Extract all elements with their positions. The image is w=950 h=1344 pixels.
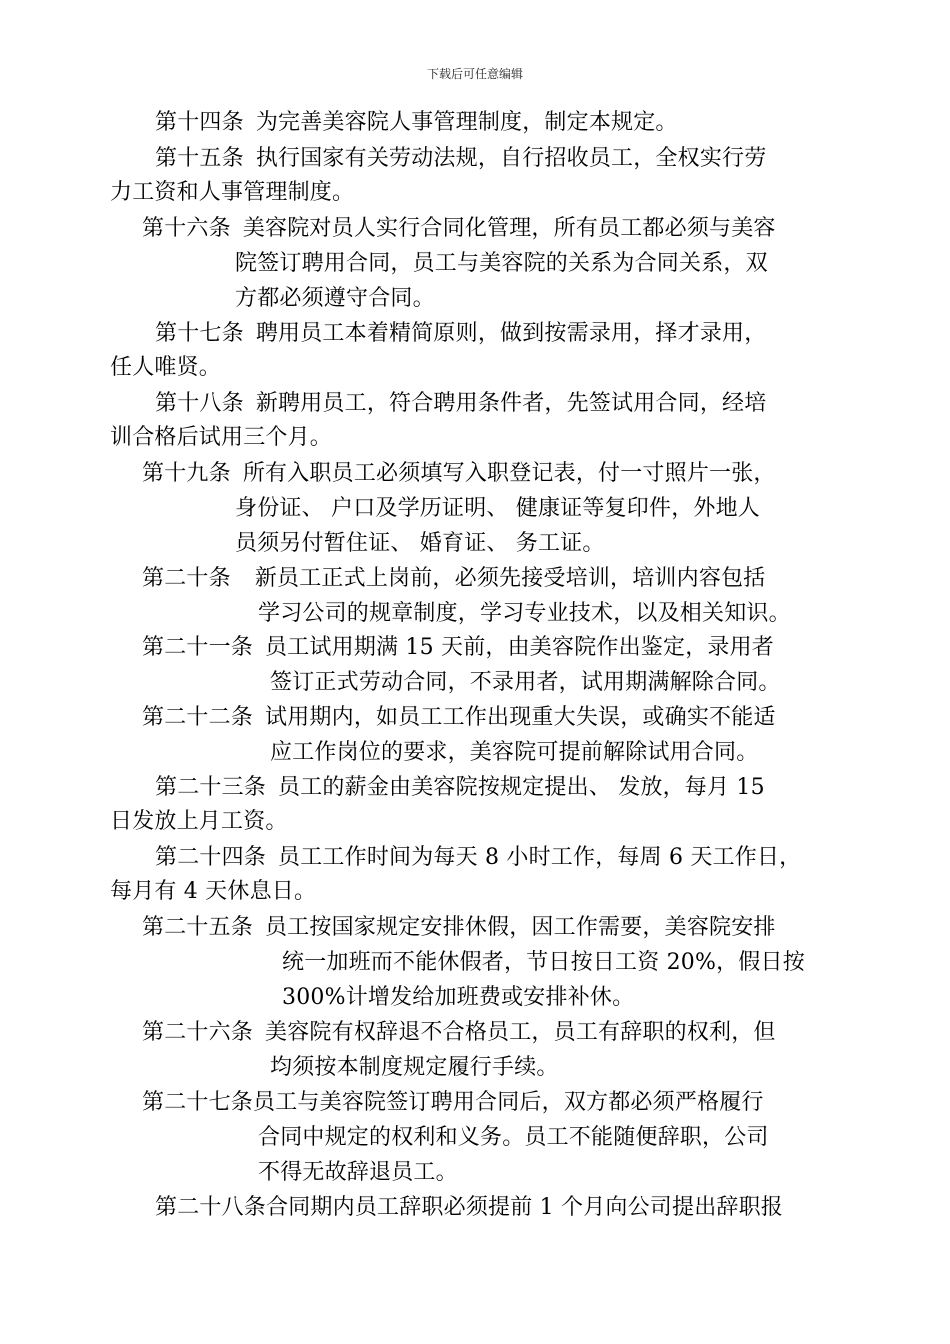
article-text: 新员工正式上岗前，必须先接受培训，培训内容包括 <box>254 566 766 591</box>
article-20 <box>142 562 765 596</box>
article-22 <box>142 701 776 735</box>
article-text: 员工的薪金由美容院按规定提出、 发放，每月 15 <box>278 775 765 800</box>
article-title: 第十七条 <box>155 321 244 346</box>
article-22-cont: 应工作岗位的要求，美容院可提前解除试用合同。 <box>270 740 759 765</box>
article-text: 试用期内，如员工工作出现重大失误，或确实不能适 <box>265 705 776 730</box>
article-23 <box>155 771 765 805</box>
article-text: 执行国家有关劳动法规，自行招收员工，全权实行劳 <box>255 146 767 171</box>
article-26 <box>142 1016 776 1050</box>
article-16 <box>142 212 776 246</box>
article-23-cont: 日发放上月工资。 <box>110 809 288 834</box>
article-title: 第十六条 <box>142 216 231 241</box>
page-header: 下载后可任意编辑 <box>426 67 523 81</box>
article-17 <box>155 317 766 351</box>
article-text: 员工工作时间为每天 8 小时工作，每周 6 天工作日， <box>278 845 802 870</box>
article-title: 第二十条 <box>142 566 231 591</box>
article-text: 美容院对员人实行合同化管理，所有员工都必须与美容 <box>242 216 776 241</box>
article-title: 第十八条 <box>155 391 244 416</box>
article-25-cont: 300%计增发给加班费或安排补休。 <box>282 985 635 1010</box>
article-title: 第二十八条 <box>155 1195 267 1220</box>
article-24-cont: 每月有 4 天休息日。 <box>110 879 317 904</box>
article-title: 第二十六条 <box>142 1020 254 1045</box>
article-21-cont: 签订正式劳动合同，不录用者，试用期满解除合同。 <box>270 670 781 695</box>
article-text: 合同期内员工辞职必须提前 1 个月向公司提出辞职报 <box>266 1195 784 1220</box>
article-title: 第二十七条 <box>142 1090 254 1115</box>
article-text: 员工按国家规定安排休假，因工作需要，美容院安排 <box>265 915 776 940</box>
article-text: 员工试用期满 15 天前，由美容院作出鉴定，录用者 <box>265 635 774 660</box>
article-title: 第十九条 <box>142 461 231 486</box>
article-title: 第二十五条 <box>142 915 254 940</box>
article-26-cont: 均须按本制度规定履行手续。 <box>270 1055 559 1080</box>
article-19-cont: 员须另付暂住证、 婚育证、 务工证。 <box>235 531 605 556</box>
article-27 <box>142 1086 764 1120</box>
article-text: 所有入职员工必须填写入职登记表，付一寸照片一张， <box>242 461 776 486</box>
article-17-cont: 任人唯贤。 <box>110 355 222 380</box>
article-text: 为完善美容院人事管理制度，制定本规定。 <box>255 110 678 135</box>
article-24 <box>155 841 801 875</box>
article-title: 第十五条 <box>155 146 244 171</box>
article-title: 第十四条 <box>155 110 244 135</box>
article-title: 第二十三条 <box>155 775 267 800</box>
article-text: 聘用员工本着精简原则，做到按需录用，择才录用， <box>255 321 767 346</box>
article-19 <box>142 457 776 491</box>
article-title: 第二十二条 <box>142 705 254 730</box>
article-16-cont: 方都必须遵守合同。 <box>235 286 435 311</box>
article-15-cont: 力工资和人事管理制度。 <box>110 180 355 205</box>
article-title: 第二十一条 <box>142 635 254 660</box>
article-21 <box>142 631 774 665</box>
article-text: 新聘用员工，符合聘用条件者，先签试用合同，经培 <box>255 391 767 416</box>
article-27-cont: 不得无故辞退员工。 <box>258 1160 458 1185</box>
article-20-cont: 学习公司的规章制度，学习专业技术，以及相关知识。 <box>258 601 791 626</box>
article-25 <box>142 911 776 945</box>
article-18-cont: 训合格后试用三个月。 <box>110 425 333 450</box>
article-18 <box>155 387 766 421</box>
article-16-cont: 院签订聘用合同，员工与美容院的关系为合同关系，双 <box>235 251 768 276</box>
article-title: 第二十四条 <box>155 845 267 870</box>
article-text: 美容院有权辞退不合格员工，员工有辞职的权利，但 <box>265 1020 776 1045</box>
article-15 <box>155 142 766 176</box>
article-28 <box>155 1191 783 1225</box>
article-25-cont: 统一加班而不能休假者，节日按日工资 20%，假日按 <box>282 950 805 975</box>
article-19-cont: 身份证、 户口及学历证明、 健康证等复印件，外地人 <box>235 496 760 521</box>
article-14 <box>155 106 678 140</box>
article-text: 员工与美容院签订聘用合同后，双方都必须严格履行 <box>253 1090 764 1115</box>
article-27-cont: 合同中规定的权利和义务。员工不能随便辞职，公司 <box>258 1125 769 1150</box>
